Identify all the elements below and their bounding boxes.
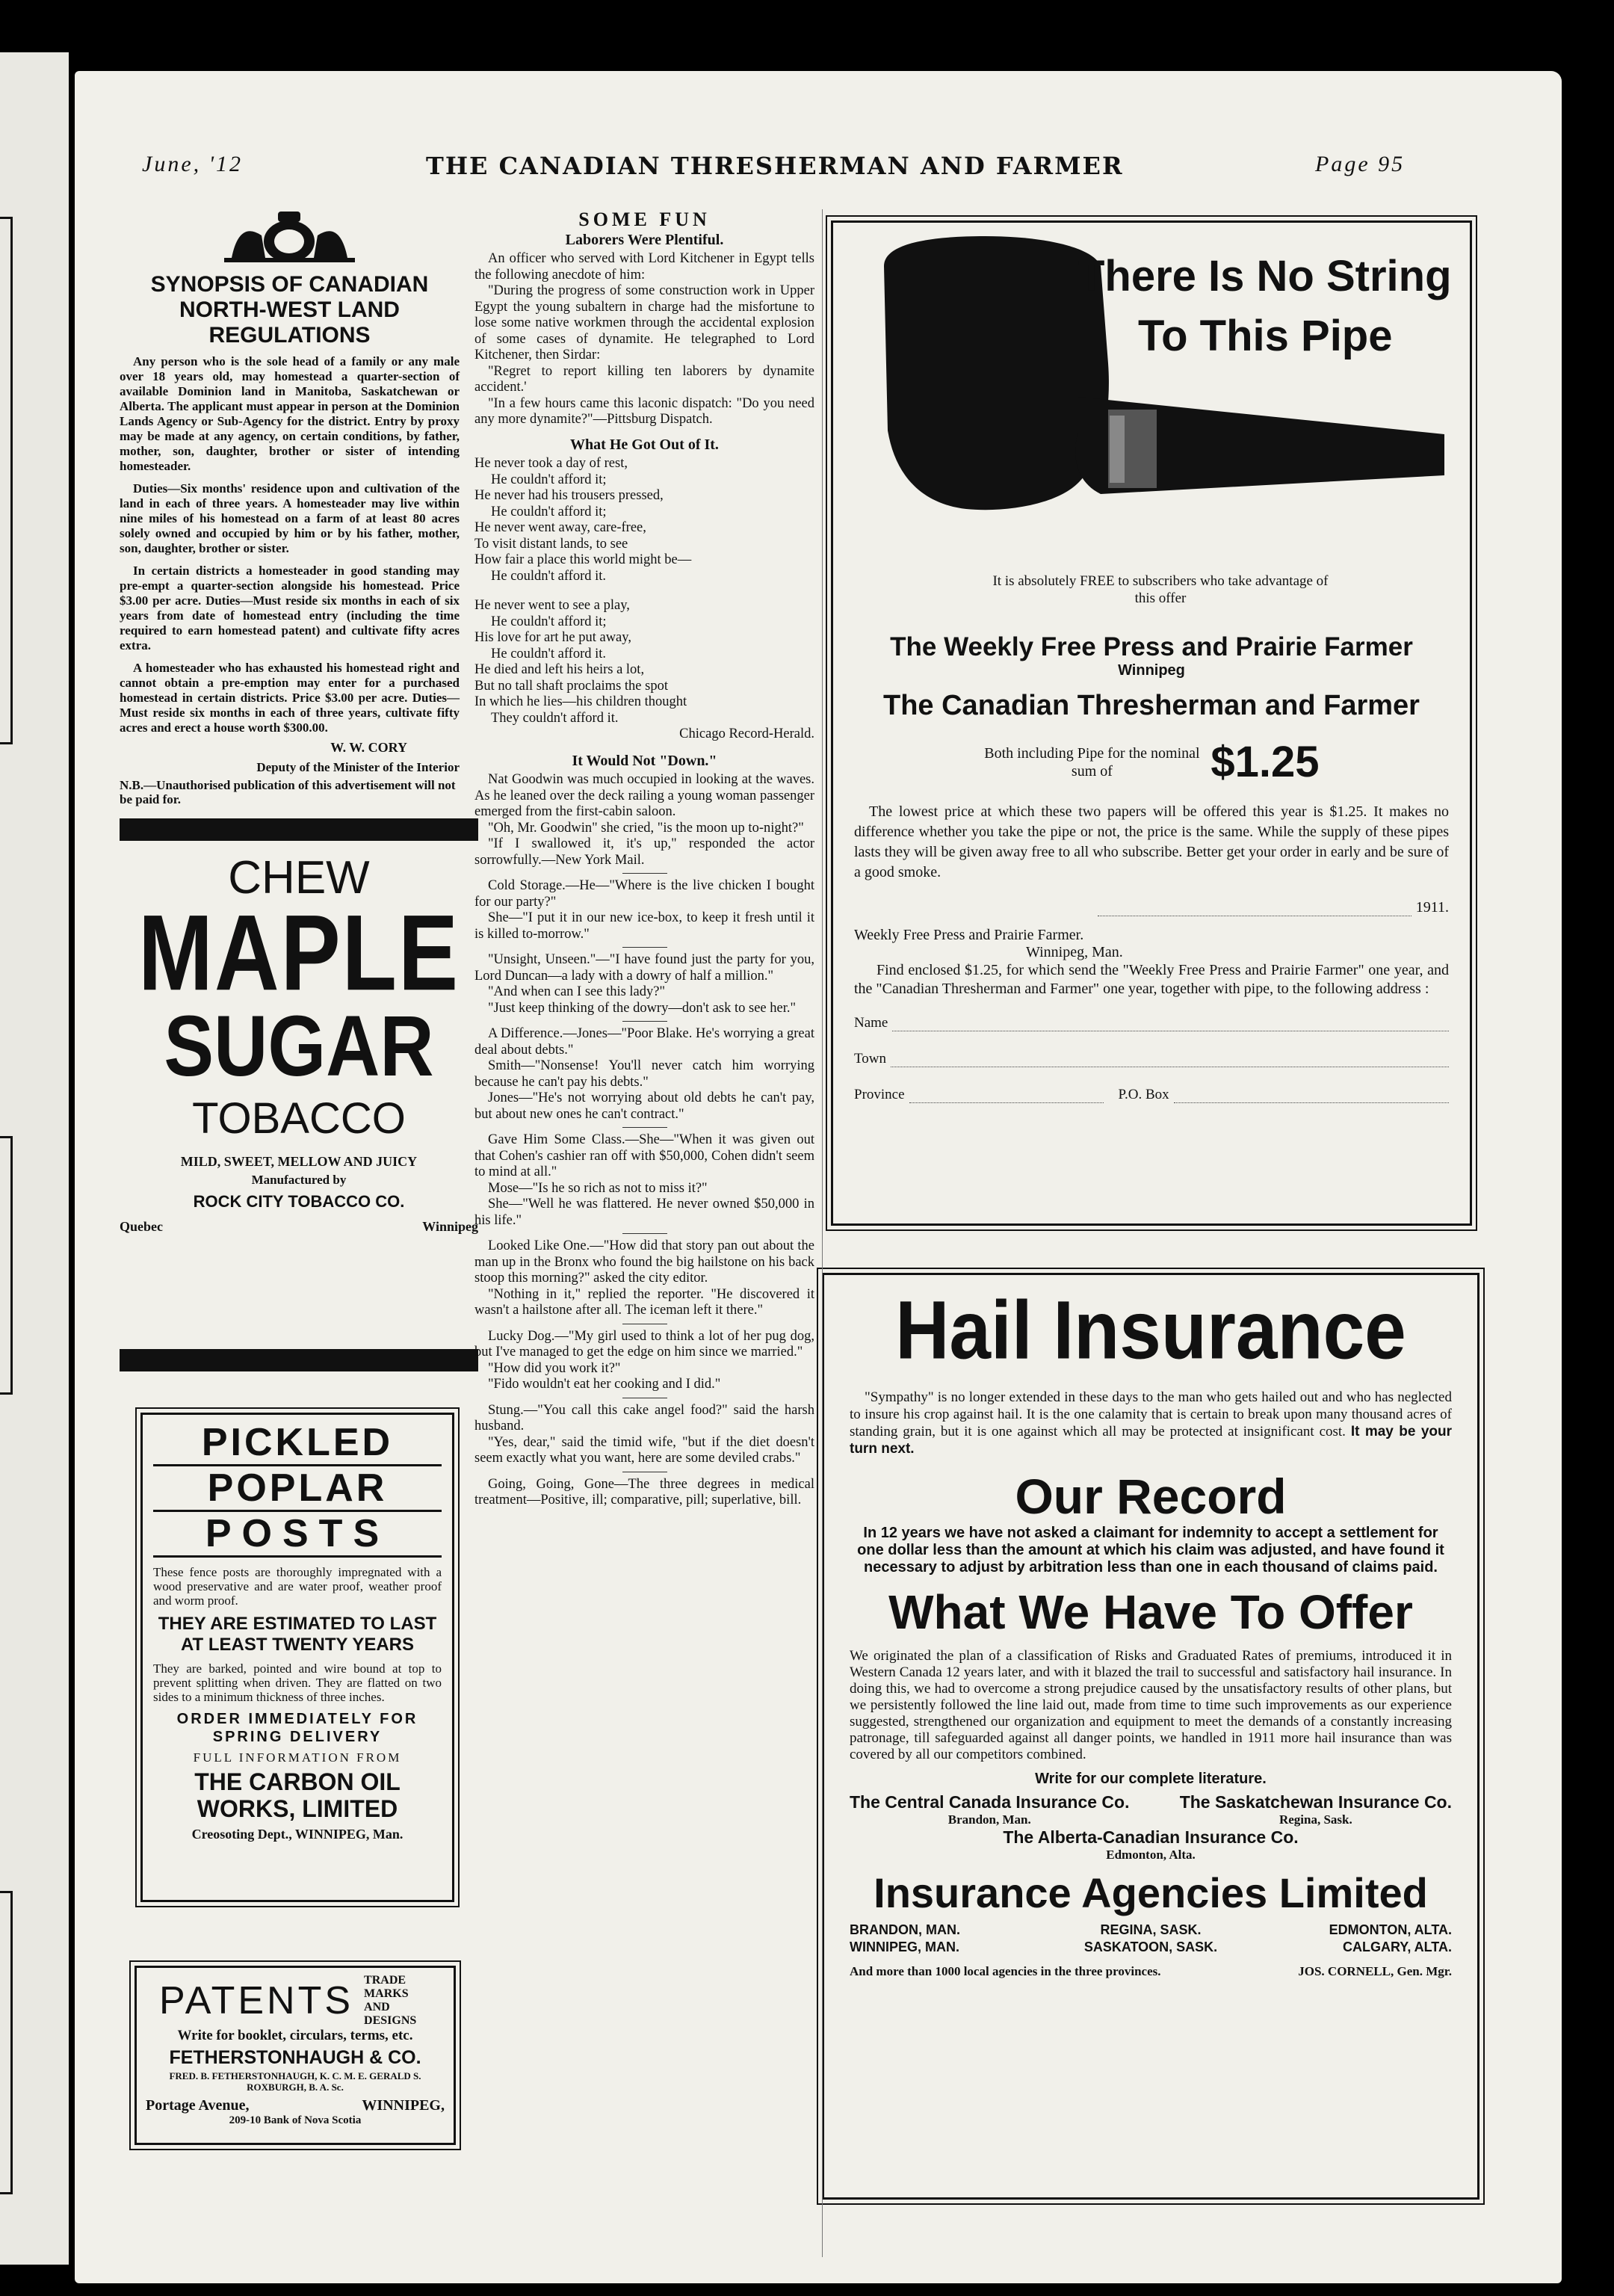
hail-write: Write for our complete literature. — [1035, 1771, 1267, 1787]
record-title: Our Record — [1015, 1469, 1287, 1524]
fun-s1-para: An officer who served with Lord Kitchener in Egypt tells the following anecdote of him: — [474, 251, 814, 283]
poem-line: He never went away, care-free, — [474, 520, 646, 535]
separator — [622, 947, 667, 948]
name-field[interactable] — [854, 1015, 1449, 1031]
joke-8 — [474, 1477, 814, 1509]
patents-bank: 209-10 Bank of Nova Scotia — [229, 2114, 362, 2126]
hail-intro: "Sympathy" is no longer extended in these days to the man who gets hailed out and who has neglected to insure his crop against hail. It is the one calamity that is certain to break upon many thousand acres of standing grain, but it is one against which all may be protected at insignificant cost. — [850, 1389, 1452, 1439]
poem-stanza-2 — [474, 598, 814, 743]
name-label: Name — [854, 1015, 888, 1031]
poem-line: In which he lies—his children thought — [474, 694, 687, 709]
poem-line: His love for art he put away, — [474, 630, 631, 645]
joke-7 — [474, 1403, 814, 1467]
pipe-addressee-city: Winnipeg, Man. — [1026, 944, 1123, 960]
fun-s1-para: "During the progress of some construction work in Upper Egypt the young subaltern in charge had the misfortune to lose some native workmen through the accidental explosion of some cases of dynamite. He telegraphed to Lord Kitchener, then Sirdar: — [474, 283, 814, 362]
record-body: In 12 years we have not asked a claimant for indemnity to accept a settlement for one dollar less than the amount at which his claim was adjusted, and have found it necessary to adjust by arbitration less than one in each thousand of claims paid. — [857, 1525, 1444, 1576]
synopsis-para-2: Duties—Six months' residence upon and cultivation of the land in each of three years. A homesteader may live within nine miles of his homestead on a farm of at least 80 acres solely owned and occupied by him or by his father, mother, son, daughter, brother or sister. — [120, 481, 460, 555]
town-label: Town — [854, 1051, 887, 1067]
patents-trade: TRADE MARKS AND DESIGNS — [364, 1974, 417, 2027]
joke-para: She—"I put it in our new ice-box, to keep it fresh until it is killed to-morrow." — [474, 910, 814, 942]
poem-source: Chicago Record-Herald. — [679, 726, 814, 741]
synopsis-para-1: Any person who is the sole head of a family or any male over 18 years old, may homestead a quarter-section of available Dominion land in Manitoba, Saskatchewan or Alberta. The applicant must appear in person at the Dominion Lands Agency or Sub-Agency for the district. Entry by proxy may be made at any agency, on certain conditions, by father, mother, son, daughter, brother or sister of intending homesteader. — [120, 354, 460, 473]
sugar-label: SUGAR — [164, 998, 434, 1095]
co2-name: The Saskatchewan Insurance Co. — [1179, 1792, 1452, 1812]
poem-line: He couldn't afford it. — [491, 568, 607, 584]
posts-dept: Creosoting Dept., WINNIPEG, Man. — [191, 1827, 404, 1842]
co1-city: Brandon, Man. — [947, 1812, 1031, 1827]
poem-line: He couldn't afford it; — [491, 614, 607, 629]
joke-para: Jones—"He's not worrying about old debts he can't pay, but about new ones he can't contract." — [474, 1090, 814, 1122]
joke-para: A Difference.—Jones—"Poor Blake. He's worrying a great deal about debts." — [474, 1026, 814, 1058]
fun-s2-title: What He Got Out of It. — [570, 436, 719, 453]
joke-3 — [474, 1026, 814, 1123]
poem-line: He never went to see a play, — [474, 598, 630, 613]
posts-description: These fence posts are thoroughly impregnated with a wood preservative and are water proof, weather proof and worm proof. — [153, 1565, 442, 1608]
maple-tagline: MILD, SWEET, MELLOW AND JUICY — [180, 1154, 418, 1169]
office-winnipeg: WINNIPEG, MAN. — [850, 1939, 959, 1954]
synopsis-para-3: In certain districts a homesteader in good standing may pre-empt a quarter-section alongside his homestead. Price $3.00 per acre. Duties—Must reside six months in each of six years from date of homestead entry (including the time required to earn homestead patent) and cultivate fifty acres extra. — [120, 564, 460, 652]
separator — [622, 873, 667, 874]
synopsis-title: SYNOPSIS OF CANADIAN NORTH-WEST LAND REGULATIONS — [150, 272, 429, 348]
some-fun-column — [474, 209, 814, 1509]
pipe-body: The lowest price at which these two papers will be offered this year is $1.25. It makes no difference whether you take the pipe or not, the price is the same. While the supply of these pipes lasts they will be given away free to all who subscribe. Better get your order in early and be sure of a good smoke. — [854, 803, 1449, 880]
hail-footer-right: JOS. CORNELL, Gen. Mgr. — [1298, 1964, 1452, 1978]
hail-title: Hail Insurance — [895, 1284, 1406, 1377]
patents-firm: FETHERSTONHAUGH & CO. — [169, 2047, 421, 2068]
pipe-year: 1911. — [1415, 899, 1449, 916]
offer-body: We originated the plan of a classification of Risks and Graduated Rates of premiums, introduced it in Western Canada 12 years later, and with it blazed the trail to successful and satisfactory hail insurance. In doing this, we had to overcome a strong prejudice caused by the unsatisfactory results of other plans, but we persistently followed the line laid out, made from time to time such improvements as our experience suggested, strengthened our organization and equipment to meet the demands of a constantly increasing patronage, till safeguarded against all danger points, we handled in 1911 more hail insurance than was covered by all our competitors combined. — [850, 1648, 1452, 1762]
poem-line: He couldn't afford it; — [491, 472, 607, 487]
maple-sugar-ad — [120, 852, 478, 1235]
pipe-offer-ad — [831, 220, 1472, 1226]
pipe-headline-2: To This Pipe — [1138, 312, 1393, 360]
co3-name: The Alberta-Canadian Insurance Co. — [1003, 1827, 1299, 1847]
office-saskatoon: SASKATOON, SASK. — [1083, 1939, 1218, 1954]
posts-line-1: PICKLED — [153, 1421, 442, 1466]
po-box-label: P.O. Box — [1118, 1087, 1169, 1102]
joke-para: Smith—"Nonsense! You'll never catch him worrying because he can't pay his debts." — [474, 1058, 814, 1090]
posts-full-info: FULL INFORMATION FROM — [193, 1750, 402, 1765]
posts-estimated: THEY ARE ESTIMATED TO LAST AT LEAST TWENTY YEARS — [158, 1614, 437, 1655]
maple-manufactured: Manufactured by — [251, 1173, 347, 1187]
pipe-price: $1.25 — [1210, 738, 1320, 786]
co2-city: Regina, Sask. — [1278, 1812, 1352, 1827]
poem-stanza-1 — [474, 456, 814, 584]
patents-ad — [134, 1966, 456, 2145]
poem-line: He couldn't afford it; — [491, 504, 607, 519]
page-number: Page 95 — [1315, 152, 1406, 176]
divider-rule — [120, 1349, 478, 1371]
hail-footer-left: And more than 1000 local agencies in the three provinces. — [850, 1964, 1161, 1978]
posts-barked: They are barked, pointed and wire bound at top to prevent splitting when driven. They are flatted on two sides to a minimum thickness of three inches. — [153, 1661, 442, 1704]
co3-city: Edmonton, Alta. — [1106, 1848, 1196, 1862]
synopsis-para-4: A homesteader who has exhausted his homestead right and cannot obtain a pre-emption may enter for a purchased homestead in certain districts. Price $3.00 per acre. Duties—Must reside six months in each of three years, cultivate fifty acres and erect a house worth $300.00. — [120, 661, 460, 735]
coat-of-arms-icon — [120, 206, 460, 265]
synopsis-note: N.B.—Unauthorised publication of this advertisement will not be paid for. — [120, 778, 456, 806]
joke-2 — [474, 952, 814, 1016]
poem-line: To visit distant lands, to see — [474, 536, 628, 552]
poem-line: He couldn't afford it. — [491, 646, 607, 661]
column-divider — [822, 209, 823, 2257]
joke-para: "And when can I see this lady?" — [488, 984, 666, 999]
separator — [622, 1021, 667, 1022]
pipe-paper-2: The Canadian Thresherman and Farmer — [883, 690, 1420, 721]
poem-line: He never had his trousers pressed, — [474, 488, 664, 503]
separator — [622, 1127, 667, 1128]
joke-para: Lucky Dog.—"My girl used to think a lot of her pug dog, but I've managed to get the edge on him since we married." — [474, 1328, 814, 1360]
newspaper-page — [75, 71, 1562, 2283]
poem-line: He never took a day of rest, — [474, 456, 628, 471]
province-label: Province — [854, 1087, 905, 1102]
joke-para: "How did you work it?" — [488, 1360, 621, 1376]
fun-title: SOME FUN — [578, 209, 711, 230]
maple-label: MAPLE — [138, 892, 460, 1013]
joke-para: "Nothing in it," replied the reporter. "He discovered it wasn't a hailstone after all. The iceman left it there." — [474, 1286, 814, 1318]
maple-city-left: Quebec — [120, 1219, 163, 1234]
patents-write: Write for booklet, circulars, terms, etc. — [177, 2028, 413, 2043]
fun-s3-title: It Would Not "Down." — [572, 752, 717, 769]
office-calgary: CALGARY, ALTA. — [1342, 1939, 1452, 1954]
patents-title: PATENTS — [158, 1979, 354, 2022]
posts-line-3: POSTS — [153, 1512, 442, 1558]
fun-s3-para: Nat Goodwin was much occupied in looking at the waves. As he leaned over the deck railing a young woman passenger emerged from the first-cabin saloon. — [474, 772, 814, 819]
fun-s3-para: "Oh, Mr. Goodwin" she cried, "is the moon up to-night?" — [488, 820, 804, 836]
office-edmonton: EDMONTON, ALTA. — [1329, 1922, 1452, 1937]
patents-city: WINNIPEG, — [362, 2097, 445, 2114]
pipe-addressee: Weekly Free Press and Prairie Farmer. — [854, 927, 1084, 943]
joke-para: She—"Well he was flattered. He never owned $50,000 in his life." — [474, 1197, 814, 1228]
fun-s1-title: Laborers Were Plentiful. — [565, 231, 724, 248]
office-regina: REGINA, SASK. — [1100, 1922, 1202, 1937]
joke-para: "Fido wouldn't eat her cooking and I did." — [488, 1377, 721, 1392]
posts-order: ORDER IMMEDIATELY FOR SPRING DELIVERY — [176, 1711, 418, 1745]
fun-s3-para: "If I swallowed it, it's up," responded the actor sorrowfully.—New York Mail. — [474, 836, 814, 868]
hail-intro-bold: It may be your turn next. — [850, 1424, 1452, 1457]
co1-name: The Central Canada Insurance Co. — [850, 1792, 1130, 1812]
joke-para: Looked Like One.—"How did that story pan out about the man up in the Bronx who found the big hailstone on his back stoop this morning?" asked the city editor. — [474, 1238, 814, 1286]
agencies-title: Insurance Agencies Limited — [874, 1869, 1428, 1916]
joke-1 — [474, 878, 814, 942]
patents-names: FRED. B. FETHERSTONHAUGH, K. C. M. E. GERALD S. ROXBURGH, B. A. Sc. — [169, 2070, 421, 2093]
posts-company: THE CARBON OIL WORKS, LIMITED — [194, 1768, 401, 1822]
poem-line: They couldn't afford it. — [491, 710, 619, 726]
joke-6 — [474, 1329, 814, 1393]
pipe-paper-1: The Weekly Free Press and Prairie Farmer — [890, 632, 1413, 661]
joke-para: Mose—"Is he so rich as not to miss it?" — [488, 1180, 708, 1196]
fun-s1-para: "In a few hours came this laconic dispatch: "Do you need any more dynamite?"—Pittsburg Dispatch. — [474, 395, 814, 427]
land-regulations-notice — [120, 206, 460, 806]
poem-line: But no tall shaft proclaims the spot — [474, 678, 668, 694]
divider-rule — [120, 818, 478, 841]
pipe-free-line: It is absolutely FREE to subscribers who take advantage of this offer — [992, 573, 1329, 606]
chew-label: CHEW — [228, 852, 370, 904]
poem-line: He died and left his heirs a lot, — [474, 662, 645, 677]
poem-line: How fair a place this world might be— — [474, 552, 692, 567]
joke-para: "Unsight, Unseen."—"I have found just the party for you, Lord Duncan—a lady with a dowry of half a million." — [474, 952, 814, 984]
office-brandon: BRANDON, MAN. — [850, 1922, 960, 1937]
joke-4 — [474, 1132, 814, 1229]
posts-line-2: POPLAR — [153, 1466, 442, 1512]
left-page-edge — [0, 52, 69, 2265]
separator — [622, 1233, 667, 1234]
maple-company: ROCK CITY TOBACCO CO. — [193, 1192, 405, 1211]
pipe-both-including: Both including Pipe for the nominal sum of — [984, 744, 1200, 780]
hail-insurance-ad — [822, 1273, 1480, 2200]
offer-title: What We Have To Offer — [888, 1585, 1413, 1639]
pipe-paper-1-city: Winnipeg — [1118, 662, 1185, 679]
joke-para: Gave Him Some Class.—She—"When it was given out that Cohen's cashier ran off with $50,000, Cohen didn't seem to mind at all." — [474, 1132, 814, 1179]
joke-para: "Yes, dear," said the timid wife, "but if the diet doesn't seem exactly what you want, here are some deviled crabs." — [474, 1434, 814, 1466]
pipe-order-text: Find enclosed $1.25, for which send the "Weekly Free Press and Prairie Farmer" one year, and the "Canadian Thresherman and Farmer" one year, together with pipe, to the following address : — [854, 962, 1449, 997]
joke-para: Going, Going, Gone—The three degrees in medical treatment—Positive, ill; comparative, pill; superlative, bill. — [474, 1476, 814, 1507]
synopsis-signature: W. W. CORY — [330, 740, 407, 755]
issue-date: June, '12 — [142, 152, 244, 176]
joke-para: Cold Storage.—He—"Where is the live chicken I bought for our party?" — [474, 878, 814, 910]
joke-5 — [474, 1238, 814, 1319]
fun-s1-para: "Regret to report killing ten laborers by dynamite accident.' — [474, 363, 814, 395]
province-field[interactable] — [854, 1087, 1449, 1103]
town-field[interactable] — [854, 1051, 1449, 1067]
joke-para: "Just keep thinking of the dowry—don't ask to see her." — [488, 1000, 797, 1016]
tobacco-label: TOBACCO — [192, 1094, 406, 1143]
poplar-posts-ad — [140, 1413, 454, 1902]
synopsis-deputy: Deputy of the Minister of the Interior — [256, 760, 460, 774]
pipe-headline-1: There Is No String — [1078, 252, 1452, 300]
patents-address: Portage Avenue, — [146, 2097, 250, 2114]
maple-city-right: Winnipeg — [422, 1219, 478, 1234]
joke-para: Stung.—"You call this cake angel food?" said the harsh husband. — [474, 1402, 814, 1434]
masthead: THE CANADIAN THRESHERMAN AND FARMER — [426, 152, 1124, 180]
